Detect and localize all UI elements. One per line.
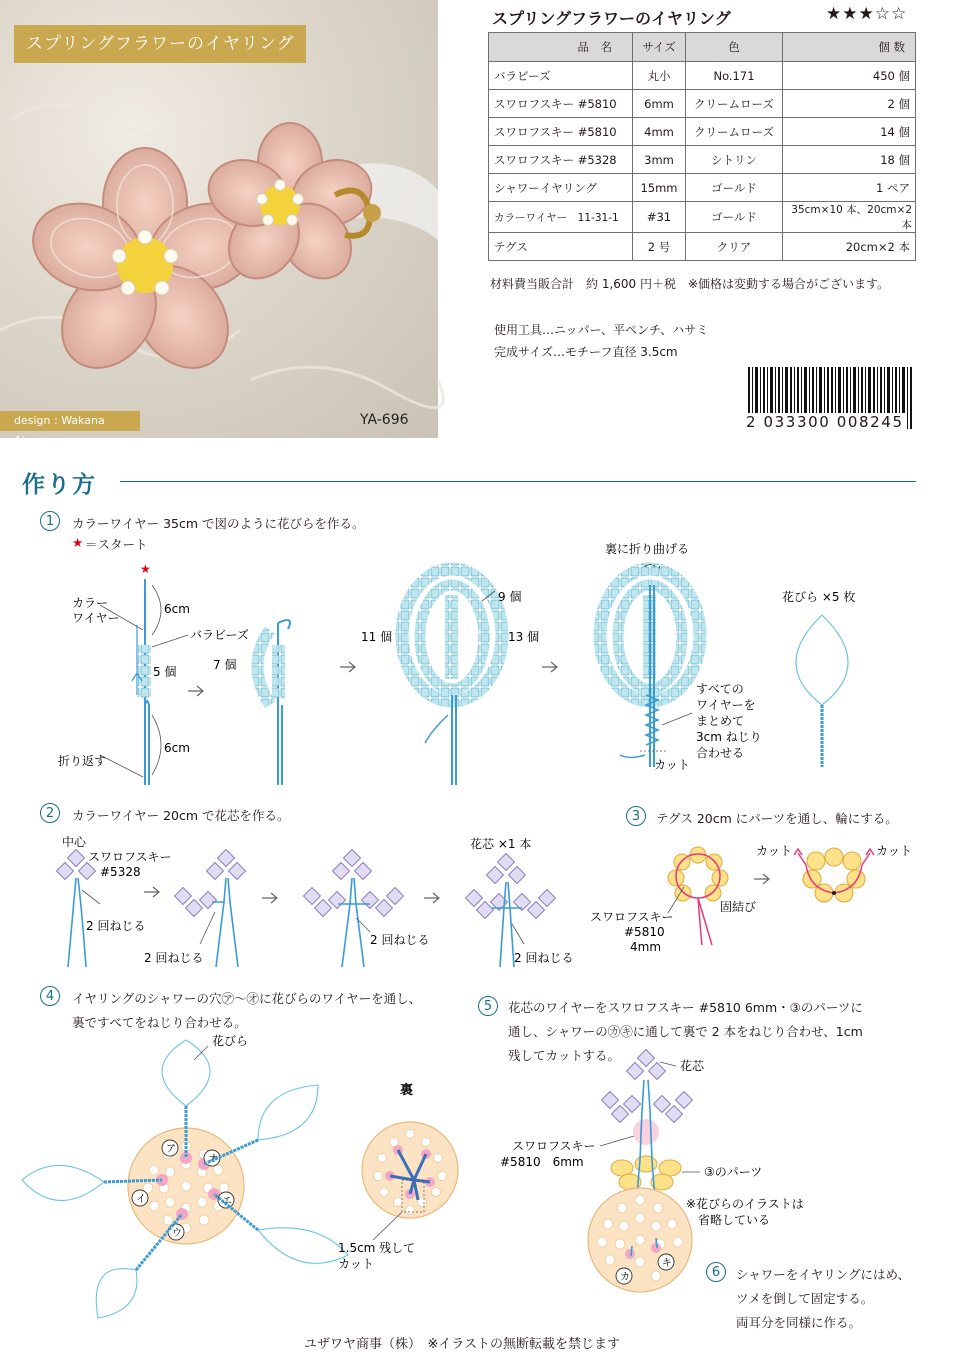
- shower-step5-figure: [588, 1188, 692, 1292]
- label-swarovski: スワロフスキー: [590, 910, 674, 924]
- step-4-text-2: 裏ですべてをねじり合わせる。: [72, 1015, 247, 1030]
- petal-step-a: [58, 562, 249, 785]
- barcode-number: 2 033300 008245: [746, 413, 904, 431]
- step-3-text: テグス 20cm にパーツを通し、輪にする。: [656, 811, 898, 826]
- shower-front-figure: [128, 1128, 244, 1244]
- label-5810-6mm: #5810 6mm: [500, 1155, 584, 1169]
- arrow-right-icon: [754, 874, 769, 884]
- step-5-text-3: 残してカットする。: [508, 1048, 621, 1063]
- petal-step-b: [213, 620, 290, 785]
- cell-qty: 20cm×2 本: [783, 233, 916, 261]
- label-7-beads: 7 個: [213, 658, 237, 672]
- bead-ring-cut-figure: [756, 844, 912, 902]
- bead-ring-figure: [590, 847, 756, 954]
- cell-color: クリームローズ: [686, 118, 783, 146]
- product-code: YA-696: [360, 412, 409, 428]
- step-5-text-1: 花芯のワイヤーをスワロフスキー #5810 6mm・③のパーツに: [508, 1000, 863, 1015]
- label-6cm-top: 6cm: [164, 602, 190, 616]
- hole-e: エ: [222, 1196, 232, 1207]
- finished-size-text: 完成サイズ…モチーフ直径 3.5cm: [494, 345, 678, 359]
- cell-color: シトリン: [686, 146, 783, 174]
- start-legend: ＝スタート: [85, 537, 148, 552]
- step-4-number: 4: [40, 986, 60, 1006]
- label-twist-5: 合わせる: [696, 746, 745, 760]
- cell-qty: 35cm×10 本、20cm×2 本: [783, 202, 916, 233]
- step-5-number: 5: [478, 996, 498, 1016]
- label-pistil-x1: 花芯 ×1 本: [470, 837, 532, 851]
- label-fold-back: 裏に折り曲げる: [605, 542, 690, 556]
- label-center: 中心: [62, 835, 87, 849]
- cell-size: 4mm: [633, 118, 686, 146]
- col-size: サイズ: [633, 33, 686, 62]
- pistil-step-a: [57, 834, 172, 967]
- footer-copyright: ユザワヤ商事（株） ※イラストの無断転載を禁じます: [304, 1337, 621, 1352]
- petal-step-c: [361, 569, 539, 785]
- table-row: [489, 62, 916, 90]
- hole-u: ウ: [172, 1228, 182, 1239]
- materials-table: [488, 32, 916, 261]
- label-13-beads: 13 個: [508, 630, 540, 644]
- label-omit-2: 省略している: [698, 1213, 771, 1227]
- label-cut: カット: [654, 758, 690, 772]
- label-cut-right: カット: [876, 844, 912, 858]
- step-2-number: 2: [40, 803, 60, 823]
- cell-color: クリームローズ: [686, 90, 783, 118]
- photo-title-banner: スプリングフラワーのイヤリング: [14, 25, 306, 63]
- cell-size: 2 号: [633, 233, 686, 261]
- label-wire: カラー: [72, 596, 109, 610]
- label-4mm: 4mm: [630, 940, 662, 954]
- kit-title: スプリングフラワーのイヤリング: [492, 9, 731, 28]
- table-row: [489, 233, 916, 261]
- cell-size: #31: [633, 202, 686, 233]
- cell-name: スワロフスキー #5810: [489, 118, 633, 146]
- petal-step-d: [600, 541, 762, 772]
- arrow-right-icon: [542, 662, 557, 672]
- step-6-number: 6: [706, 1262, 726, 1282]
- shower-back-figure: [338, 1082, 458, 1271]
- arrow-right-icon: [188, 686, 203, 696]
- label-11-beads: 11 個: [361, 630, 393, 644]
- step-3-number: 3: [626, 806, 646, 826]
- label-5328: #5328: [100, 865, 141, 879]
- label-part-3: ③のパーツ: [704, 1165, 763, 1179]
- table-row: [489, 174, 916, 202]
- arrow-right-icon: [144, 887, 159, 897]
- hole-a: ア: [166, 1144, 176, 1155]
- cell-qty: 18 個: [783, 146, 916, 174]
- arrow-right-icon: [340, 662, 355, 672]
- label-leave-1: 1.5cm 残して: [338, 1241, 416, 1255]
- cell-color: ゴールド: [686, 202, 783, 233]
- section-divider: [120, 481, 916, 482]
- cell-color: No.171: [686, 62, 783, 90]
- table-row: [489, 202, 916, 233]
- label-knot: 固結び: [720, 900, 757, 914]
- label-twist-1: すべての: [696, 682, 744, 696]
- label-twist-2x-d: 2 回ねじる: [514, 951, 574, 965]
- step-6-text-3: 両耳分を同様に作る。: [736, 1315, 862, 1330]
- difficulty-stars: ★★★☆☆: [826, 4, 908, 24]
- cell-size: 15mm: [633, 174, 686, 202]
- label-omit-1: ※花びらのイラストは: [686, 1197, 804, 1211]
- label-swarovski: スワロフスキー: [512, 1139, 596, 1153]
- cell-name: スワロフスキー #5810: [489, 90, 633, 118]
- hole-ka: カ: [620, 1272, 630, 1283]
- label-5-beads: 5 個: [153, 665, 177, 679]
- label-swarovski: スワロフスキー: [88, 850, 172, 864]
- step-1-number: 1: [40, 511, 60, 531]
- petal-outline-figure: [782, 589, 855, 767]
- col-qty: 個 数: [783, 33, 916, 62]
- step-6-text-2: ツメを倒して固定する。: [736, 1291, 874, 1306]
- cell-name: テグス: [489, 233, 633, 261]
- pistil-step-d: [466, 836, 574, 967]
- label-pistil: 花芯: [680, 1059, 705, 1073]
- cell-color: ゴールド: [686, 174, 783, 202]
- start-star-icon: ★: [72, 535, 84, 550]
- step-4-diagram: [18, 1030, 478, 1330]
- cell-color: クリア: [686, 233, 783, 261]
- designer-credit: design : Wakana Aizawa: [0, 411, 140, 431]
- cell-size: 丸小: [633, 62, 686, 90]
- product-photo: [0, 0, 438, 438]
- pistil-step-c: [304, 850, 430, 967]
- label-6cm-bottom: 6cm: [164, 741, 190, 755]
- cell-name: シャワーイヤリング: [489, 174, 633, 202]
- cell-size: 3mm: [633, 146, 686, 174]
- price-note: 材料費当販合計 約 1,600 円＋税 ※価格は変動する場合がございます。: [490, 277, 890, 291]
- hole-i: イ: [136, 1194, 146, 1205]
- cell-name: バラビーズ: [489, 62, 633, 90]
- label-beads: バラビーズ: [190, 628, 249, 642]
- cell-qty: 14 個: [783, 118, 916, 146]
- table-row: [489, 118, 916, 146]
- label-twist-2: ワイヤーを: [696, 698, 756, 712]
- hole-o: オ: [208, 1154, 218, 1165]
- step-6-text-1: シャワーをイヤリングにはめ、: [736, 1267, 911, 1282]
- step-3-diagram: [580, 835, 920, 960]
- tools-text: 使用工具…ニッパー、平ペンチ、ハサミ: [494, 323, 709, 337]
- arrow-right-icon: [424, 893, 439, 903]
- cell-size: 6mm: [633, 90, 686, 118]
- swarovski-6mm-bead: [633, 1119, 659, 1145]
- label-5810: #5810: [624, 925, 665, 939]
- cell-name: カラーワイヤー 11-31-1: [489, 202, 633, 233]
- step-5-diagram: [490, 1050, 880, 1300]
- arrow-right-icon: [262, 893, 277, 903]
- label-9-beads: 9 個: [498, 590, 522, 604]
- table-row: [489, 146, 916, 174]
- step-4-text-1: イヤリングのシャワーの穴㋐〜㋔に花びらのワイヤーを通し、: [72, 991, 422, 1006]
- step-1-text: カラーワイヤー 35cm で図のように花びらを作る。: [72, 516, 365, 531]
- step-5-text-2: 通し、シャワーの㋕㋖に通して裏で 2 本をねじり合わせ、1cm: [508, 1024, 863, 1039]
- table-row: [489, 90, 916, 118]
- pistil-step-b: [144, 850, 245, 967]
- hole-ki: キ: [662, 1258, 672, 1269]
- step-2-text: カラーワイヤー 20cm で花芯を作る。: [72, 808, 290, 823]
- cell-qty: 450 個: [783, 62, 916, 90]
- label-twist-2x-c: 2 回ねじる: [370, 933, 430, 947]
- label-cut-left: カット: [756, 844, 792, 858]
- label-petal: 花びら: [212, 1034, 249, 1048]
- start-star-icon: ★: [140, 562, 151, 576]
- label-petals-x5: 花びら ×5 枚: [782, 590, 856, 604]
- label-twist-3: まとめて: [696, 714, 745, 728]
- col-name: 品 名: [489, 33, 633, 62]
- materials-header-row: [489, 33, 916, 62]
- label-twist-2x-b: 2 回ねじる: [144, 951, 204, 965]
- earring-photo-illustration: [0, 0, 438, 438]
- label-twist-2x-a: 2 回ねじる: [86, 919, 146, 933]
- step-2-diagram: [40, 832, 600, 977]
- label-fold: 折り返す: [58, 754, 107, 768]
- label-twist-4: 3cm ねじり: [696, 730, 762, 744]
- label-wire-2: ワイヤー: [72, 611, 120, 625]
- label-back: 裏: [400, 1083, 414, 1098]
- cell-qty: 1 ペア: [783, 174, 916, 202]
- label-leave-2: カット: [338, 1257, 374, 1271]
- col-color: 色: [686, 33, 783, 62]
- cell-name: スワロフスキー #5328: [489, 146, 633, 174]
- section-title: 作り方: [22, 472, 97, 498]
- part-3-ring: [611, 1156, 681, 1190]
- cell-qty: 2 個: [783, 90, 916, 118]
